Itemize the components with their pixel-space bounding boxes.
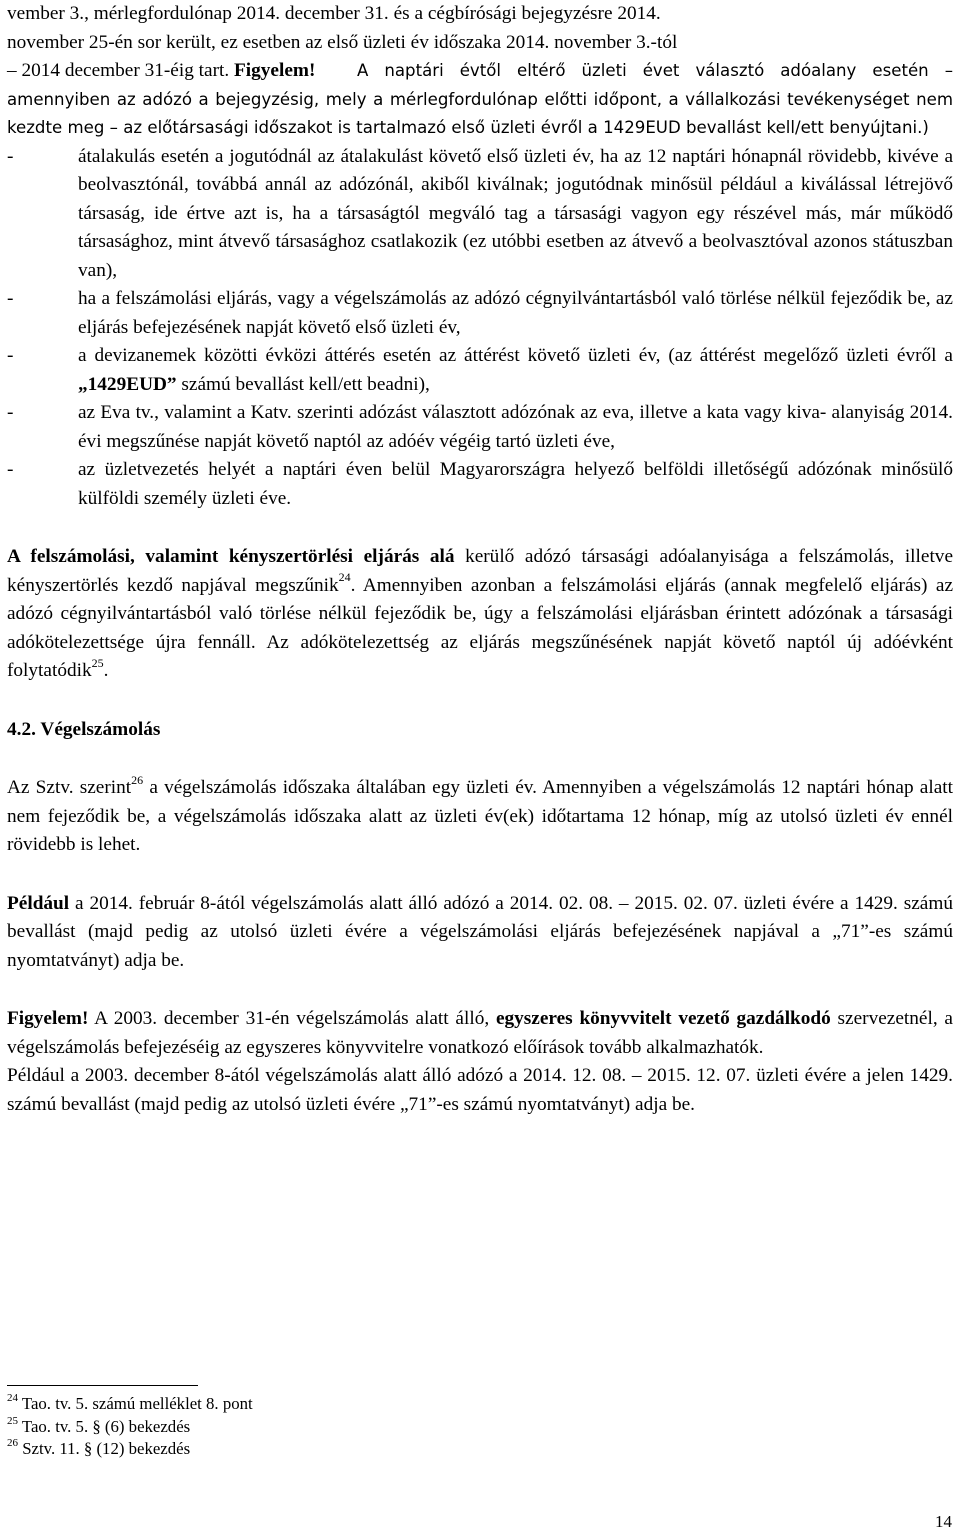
voluntary-liquidation-paragraph — [7, 774, 953, 860]
page-number: 14 — [935, 1512, 952, 1531]
liquidation-bold: A felszámolási, valamint kényszertörlési eljárás alá — [7, 546, 455, 567]
list-item-text: ha a felszámolási eljárás, vagy a végelszámolás az adózó cégnyilvántartásból való törlése nélkül fejeződik be, az eljárás befejezésének napját követő első üzleti év, — [78, 288, 953, 338]
list-item-text: az Eva tv., valamint a Katv. szerinti adózást választott adózónak az eva, illetve a kata vagy kiva- alanyiság 2014. évi megszűnése napját követő naptól az adóév végéig tartó üzleti éve, — [78, 402, 953, 452]
example-label: Például — [7, 892, 70, 914]
warning-bold-text: egyszeres könyvvitelt vezető gazdálkodó — [495, 1008, 831, 1029]
footnote-number: 24 — [7, 1392, 18, 1405]
list-item-text: a devizanemek közötti évközi áttérés esetén az áttérést követő üzleti év, (az áttérést megelőző üzleti évről a — [78, 345, 953, 366]
list-item-text-end: számú bevallást kell/ett beadni), — [176, 373, 430, 395]
intro-line-3: – 2014 december 31-éig tart. — [7, 60, 235, 81]
list-dash: - — [7, 145, 14, 167]
liquidation-text-3: . — [103, 660, 109, 681]
figyelem-label: Figyelem! — [234, 60, 316, 81]
warning-text-1: A 2003. december 31-én végelszámolás alatt álló, — [88, 1008, 496, 1029]
liquidation-text-2: . Amennyiben azonban a felszámolási eljárás (annak megfelelő eljárás) az adózó cégnyilvántartásból való törlése nélkül fejeződik be, úgy a felszámolási eljárásban érintett adózónak a társasági adókötelezettsége újra fennáll. Az adókötelezettség az eljárás megszűnésének napját követő naptól új adóévként folytatódik — [7, 574, 953, 681]
footnote-item — [7, 1416, 953, 1439]
vl-text-2: a végelszámolás időszaka általában egy üzleti év. Amennyiben a végelszámolás 12 naptári hónap alatt nem fejeződik be, a végelszámolás időszaka alatt az üzleti év(ek) időtartama 12 hónap, míg az utolsó üzleti év ennél rövidebb is lehet. — [7, 777, 953, 855]
footnote-number: 25 — [7, 1414, 18, 1427]
liquidation-text-1: kerülő adózó társasági adóalanyisága a felszámolás, illetve kényszertörlés kezdő napjával megszűnik — [7, 546, 954, 596]
footnote-item — [7, 1393, 953, 1416]
vl-text-1: Az Sztv. szerint — [7, 777, 132, 798]
list-item — [7, 399, 953, 456]
form-code: „1429EUD” — [78, 373, 177, 395]
list-dash: - — [7, 345, 14, 366]
liquidation-paragraph — [7, 543, 953, 686]
footnote-ref-26: 26 — [131, 772, 144, 787]
list-item — [7, 285, 953, 342]
list-item — [7, 456, 953, 513]
footnote-text: Tao. tv. 5. § (6) bekezdés — [18, 1416, 191, 1436]
warning-paragraph — [7, 1005, 953, 1062]
list-item-text: az üzletvezetés helyét a naptári éven belül Magyarországra helyező belföldi illetőségű adózónak minősülő külföldi személy üzleti éve. — [78, 459, 953, 509]
example-2-paragraph: Például a 2003. december 8-ától végelszámolás alatt álló adózó a 2014. 12. 08. – 2015. 12. 07. üzleti évére a jelen 1429. számú bevallást (majd pedig az utolsó üzleti évére „71”-es számú nyomtatványt) adja be. — [7, 1065, 953, 1115]
example-paragraph — [7, 890, 953, 976]
list-item — [7, 342, 953, 399]
section-heading — [7, 716, 953, 745]
footnote-text: Sztv. 11. § (12) bekezdés — [18, 1439, 191, 1458]
list-dash: - — [7, 288, 14, 309]
footnote-number: 26 — [7, 1437, 18, 1450]
document-page — [7, 0, 953, 1119]
warning-text-2: szervezetnél, a végelszámolás befejezéséig az egyszeres könyvvitelre vonatkozó előírások tovább alkalmazhatók. — [7, 1008, 953, 1058]
intro-note-text: A naptári évtől eltérő üzleti évet választó adóalany esetén – amennyiben az adózó a bejegyzésig, mely a mérlegfordulónap előtti időpont, a vállalkozási tevékenységet nem kezdte meg – az előtársasági időszakot is tartalmazó első üzleti évről a 1429EUD bevallást kell/ett benyújtani.) — [7, 61, 953, 137]
example-text: a 2014. február 8-ától végelszámolás alatt álló adózó a 2014. 02. 08. – 2015. 02. 07. üzleti évére a 1429. számú bevallást (majd pedig az utolsó üzleti évére a végelszámolási eljárás befejezésének napjával a „71”-es számú nyomtatványt) adja be. — [7, 892, 953, 971]
footnote-ref-25: 25 — [91, 655, 104, 670]
intro-line-2: november 25-én sor került, ez esetben az első üzleti év időszaka 2014. november 3.-tól — [7, 31, 678, 53]
list-dash: - — [7, 459, 14, 480]
warning-label: Figyelem! — [7, 1008, 89, 1029]
footnote-text: Tao. tv. 5. számú melléklet 8. pont — [18, 1394, 253, 1413]
list-item — [7, 143, 953, 286]
section-heading-text: 4.2. Végelszámolás — [7, 718, 161, 740]
list-dash: - — [7, 402, 14, 423]
footnote-ref-24: 24 — [338, 570, 351, 585]
intro-line-1: vember 3., mérlegfordulónap 2014. december 31. és a cégbírósági bejegyzésre 2014. — [7, 3, 661, 24]
list-item-text: átalakulás esetén a jogutódnál az átalakulást követő első üzleti év, ha az 12 naptári hónapnál rövidebb, kivéve a beolvasztónál, továbbá annál az adózónál, akiből kiválnak; jogutódnak minősül például a kiválással létrejövő társaság, ide értve azt is, ha a társaságtól megváló tag a társasági vagyon egy részével más, már működő társasághoz, mint átvevő társasághoz csatlakozik (ez utóbbi esetben az átvevő a beolvasztóval azonos státuszban van), — [78, 145, 953, 281]
footnotes — [7, 1393, 953, 1461]
footnote-item — [7, 1438, 953, 1461]
footnote-separator — [7, 1385, 198, 1386]
